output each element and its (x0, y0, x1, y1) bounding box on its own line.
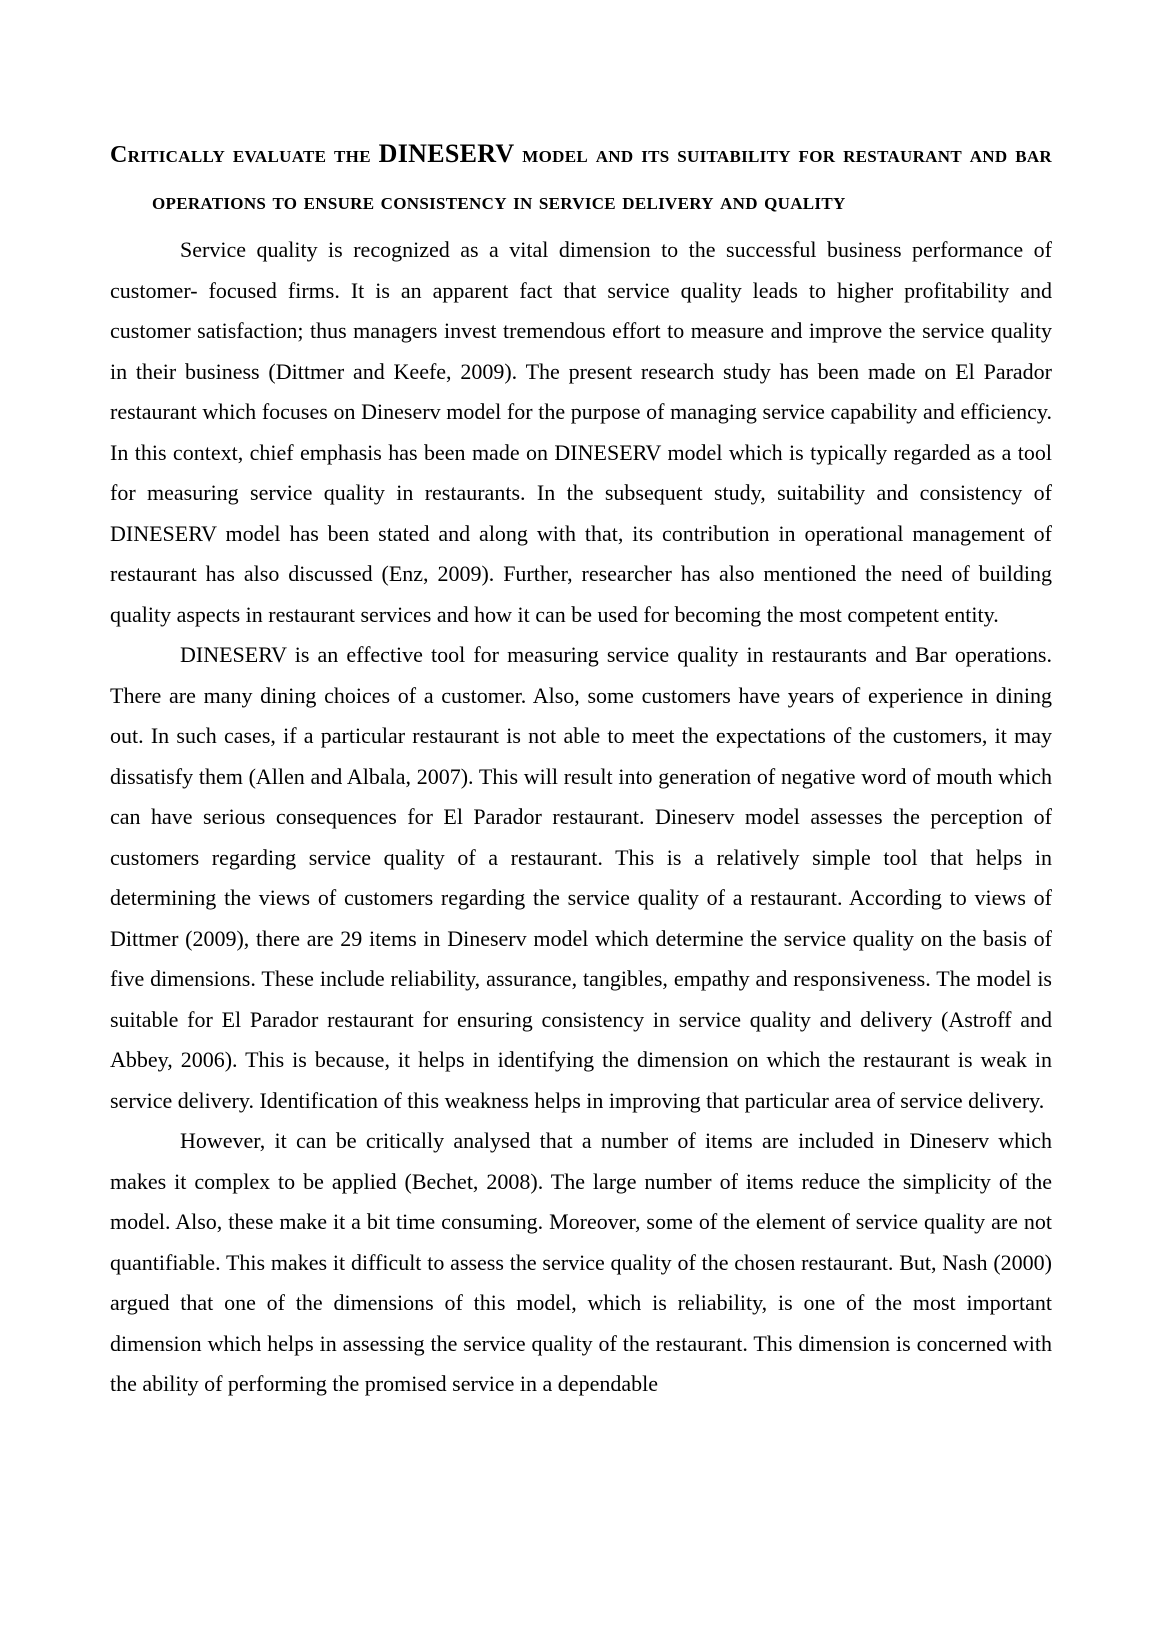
body-paragraph-1: Service quality is recognized as a vital dimension to the successful business performance of customer- focused firms. It is an apparent fact that service quality leads to higher profitability and customer satisfaction; thus managers invest tremendous effort to measure and improve the service quality in their business (Dittmer and Keefe, 2009). The present research study has been made on El Parador restaurant which focuses on Dineserv model for the purpose of managing service capability and efficiency. In this context, chief emphasis has been made on DINESERV model which is typically regarded as a tool for measuring service quality in restaurants. In the subsequent study, suitability and consistency of DINESERV model has been stated and along with that, its contribution in operational management of restaurant has also discussed (Enz, 2009). Further, researcher has also mentioned the need of building quality aspects in restaurant services and how it can be used for becoming the most competent entity. (110, 237, 1052, 627)
document-page (110, 130, 1052, 1405)
heading-emphasis: DINESERV (378, 139, 515, 168)
body-paragraph-2: DINESERV is an effective tool for measuring service quality in restaurants and Bar operations. There are many dining choices of a customer. Also, some customers have years of experience in dining out. In such cases, if a particular restaurant is not able to meet the expectations of the customers, it may dissatisfy them (Allen and Albala, 2007). This will result into generation of negative word of mouth which can have serious consequences for El Parador restaurant. Dineserv model assesses the perception of customers regarding service quality of a restaurant. This is a relatively simple tool that helps in determining the views of customers regarding the service quality of a restaurant. According to views of Dittmer (2009), there are 29 items in Dineserv model which determine the service quality on the basis of five dimensions. These include reliability, assurance, tangibles, empathy and responsiveness. The model is suitable for El Parador restaurant for ensuring consistency in service quality and delivery (Astroff and Abbey, 2006). This is because, it helps in identifying the dimension on which the restaurant is weak in service delivery. Identification of this weakness helps in improving that particular area of service delivery. (110, 642, 1052, 1113)
section-heading (110, 130, 1052, 226)
heading-prefix: Critically evaluate the (110, 142, 371, 168)
body-paragraph-3: However, it can be critically analysed that a number of items are included in Dineserv which makes it complex to be applied (Bechet, 2008). The large number of items reduce the simplicity of the model. Also, these make it a bit time consuming. Moreover, some of the element of service quality are not quantifiable. This makes it difficult to assess the service quality of the chosen restaurant. But, Nash (2000) argued that one of the dimensions of this model, which is reliability, is one of the most important dimension which helps in assessing the service quality of the restaurant. This dimension is concerned with the ability of performing the promised service in a dependable (110, 1128, 1052, 1396)
heading-suffix: model and its suitability for restaurant and bar operations to ensure consistency in service delivery and quality (152, 142, 1052, 215)
